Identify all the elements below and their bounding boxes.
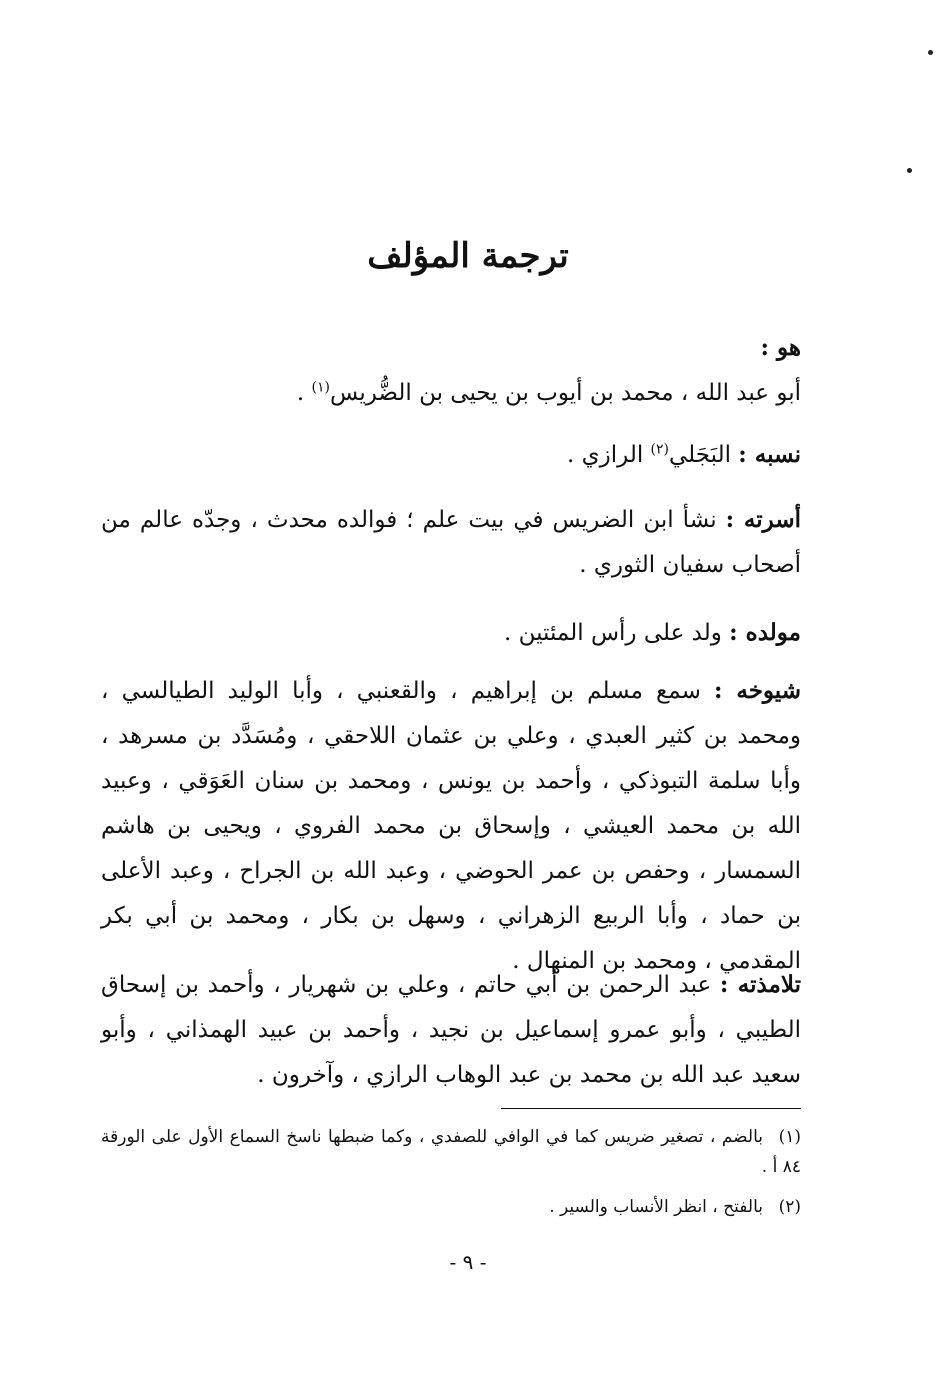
footnote-text: بالفتح ، انظر الأنساب والسير . xyxy=(549,1197,763,1217)
section-text: نشأ ابن الضريس في بيت علم ؛ فوالده محدث ، وجدّه عالم من أصحاب سفيان الثوري . xyxy=(101,507,801,578)
footnote-text: بالضم ، تصغير ضريس كما في الوافي للصفدي ، وكما ضبطها ناسخ السماع الأول على الورقة ٨٤ أ . xyxy=(101,1127,801,1177)
section-text: عبد الرحمن بن أبي حاتم ، وعلي بن شهريار ، وأحمد بن إسحاق الطيبي ، وأبو عمرو إسماعيل بن نجيد ، وأحمد بن عبيد الهمذاني ، وأبو سعيد عبد الله بن محمد بن عبد الوهاب الرازي ، وآخرون . xyxy=(101,972,801,1088)
section-text: البَجَلي xyxy=(669,442,739,468)
section-label: شيوخه : xyxy=(714,677,802,704)
section-text: سمع مسلم بن إبراهيم ، والقعنبي ، وأبا الوليد الطيالسي ، ومحمد بن كثير العبدي ، وعلي بن عثمان اللاحقي ، ومُسَدَّد بن مسرهد ، وأبا سلمة التبوذكي ، وأحمد بن يونس ، ومحمد بن سنان العَوَقي ، وعبيد الله بن محمد العيشي ، وإسحاق بن محمد الفروي ، ويحيى بن هاشم السمسار ، وحفص بن عمر الحوضي ، وعبد الله بن الجراح ، وعبد الأعلى بن حماد ، وأبا الربيع الزهراني ، وسهل بن بكار ، ومحمد بن أبي بكر المقدمي ، ومحمد بن المنهال . xyxy=(101,678,801,974)
section-usra xyxy=(101,497,801,588)
footnote xyxy=(101,1122,801,1182)
scan-speck xyxy=(907,168,912,173)
section-text: ولد على رأس المئتين . xyxy=(503,620,730,646)
footnote-separator xyxy=(501,1108,801,1109)
section-shuyukh xyxy=(101,668,801,984)
section-label: أسرته : xyxy=(725,506,801,533)
page-number: - ٩ - xyxy=(449,1250,487,1274)
footnote-number: (١) xyxy=(778,1127,801,1147)
footnote-number: (٢) xyxy=(778,1197,801,1217)
section-tail: . xyxy=(296,380,312,406)
section-label: مولده : xyxy=(729,619,801,646)
footnote xyxy=(101,1192,801,1222)
section-label: تلامذته : xyxy=(719,971,801,998)
footnote-ref: (٢) xyxy=(650,441,670,458)
section-talamidh xyxy=(101,962,801,1098)
section-label: هو : xyxy=(760,334,801,361)
footnote-ref: (١) xyxy=(311,379,330,396)
section-huwa xyxy=(101,325,801,416)
section-nasab xyxy=(101,432,801,478)
section-label: نسبه : xyxy=(738,441,801,468)
section-text: الرازي . xyxy=(567,442,651,468)
author-name: أبو عبد الله ، محمد بن أيوب بن يحيى بن الضُّريس xyxy=(330,380,801,406)
scan-speck xyxy=(928,50,933,55)
page-title: ترجمة المؤلف xyxy=(367,236,569,276)
section-mawlid xyxy=(101,610,801,656)
